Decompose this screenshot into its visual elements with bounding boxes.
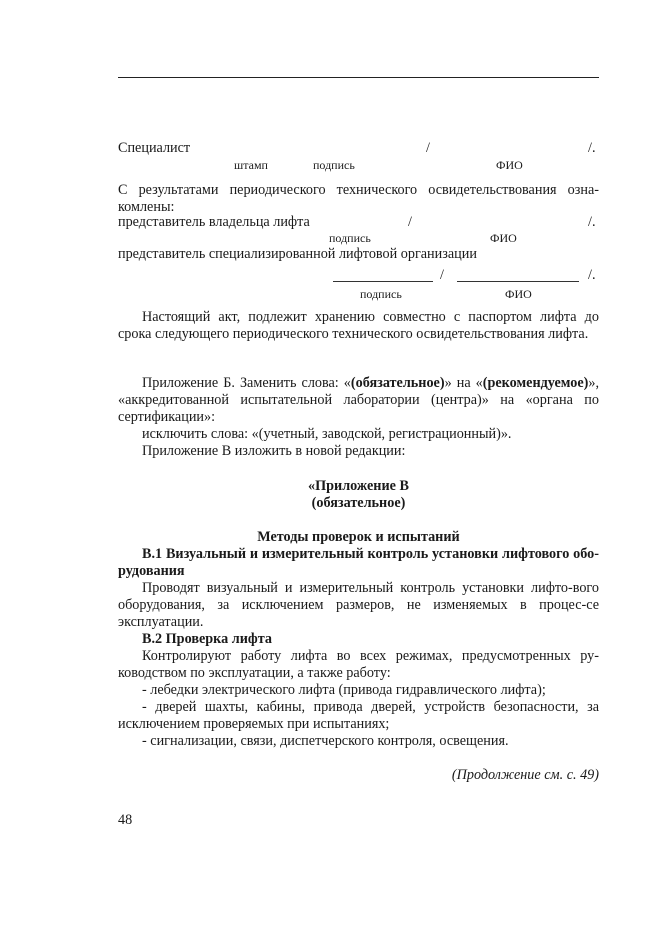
org-slash-end: /.	[588, 267, 596, 283]
specialist-slash: /	[426, 140, 430, 156]
amendment-appendix-v: Приложение В изложить в новой редакции:	[142, 443, 406, 459]
continuation-note: (Продолжение см. с. 49)	[451, 767, 599, 783]
storage-paragraph: Настоящий акт, подлежит хранению совместно с паспортом лифта до срока следующего периодического технического освидетельствования лифта.	[118, 309, 599, 342]
specialist-signature-caption: подпись	[313, 158, 355, 172]
owner-slash: /	[408, 214, 412, 230]
org-signature-caption: подпись	[360, 287, 402, 301]
acquainted-text: С результатами периодического технического освидетельствования озна-комлены:	[118, 182, 599, 215]
specialist-slash-end: /.	[588, 140, 596, 156]
appendix-subtitle: (обязательное)	[311, 495, 406, 511]
bold-recommended: (рекомендуемое)	[482, 375, 589, 391]
section-b1-heading: В.1 Визуальный и измерительный контроль установки лифтового обо-рудования	[118, 546, 599, 579]
methods-heading: Методы проверок и испытаний	[257, 529, 460, 545]
owner-rep-label: представитель владельца лифта	[118, 214, 310, 230]
section-b1-text: Проводят визуальный и измерительный контроль установки лифто-вого оборудования, за исключением размеров, не изменяемых в процес-се эксплуатации.	[118, 580, 599, 630]
bold-mandatory: (обязательное)	[350, 375, 445, 391]
specialist-label: Специалист	[118, 140, 191, 156]
appendix-title: «Приложение В	[308, 478, 409, 494]
list-item: - лебедки электрического лифта (привода гидравлического лифта);	[142, 682, 546, 698]
specialist-fio-caption: ФИО	[496, 158, 523, 172]
stamp-caption: штамп	[234, 158, 268, 172]
amendment-exclude-words: исключить слова: «(учетный, заводской, регистрационный)».	[142, 426, 512, 442]
owner-slash-end: /.	[588, 214, 596, 230]
org-signature-line	[333, 281, 433, 282]
org-fio-caption: ФИО	[505, 287, 532, 301]
org-fio-line	[457, 281, 579, 282]
section-b2-heading: В.2 Проверка лифта	[142, 631, 272, 647]
section-b2-text: Контролируют работу лифта во всех режимах, предусмотренных ру-ководством по эксплуатации, а также работу:	[118, 648, 599, 681]
header-rule	[118, 77, 599, 78]
list-item: - сигнализации, связи, диспетчерского контроля, освещения.	[142, 733, 509, 749]
owner-signature-caption: подпись	[329, 231, 371, 245]
owner-fio-caption: ФИО	[490, 231, 517, 245]
amendment-appendix-b: Приложение Б. Заменить слова: «(обязательное)» на «(рекомендуемое)», «аккредитованной испытательной лаборатории (центра)» на «органа по сертификации»:	[118, 375, 599, 425]
org-slash: /	[440, 267, 444, 283]
list-item: - дверей шахты, кабины, привода дверей, устройств безопасности, за исключением проверяемых при испытаниях;	[118, 699, 599, 732]
page-number: 48	[118, 812, 133, 828]
org-rep-label: представитель специализированной лифтовой организации	[118, 246, 477, 262]
